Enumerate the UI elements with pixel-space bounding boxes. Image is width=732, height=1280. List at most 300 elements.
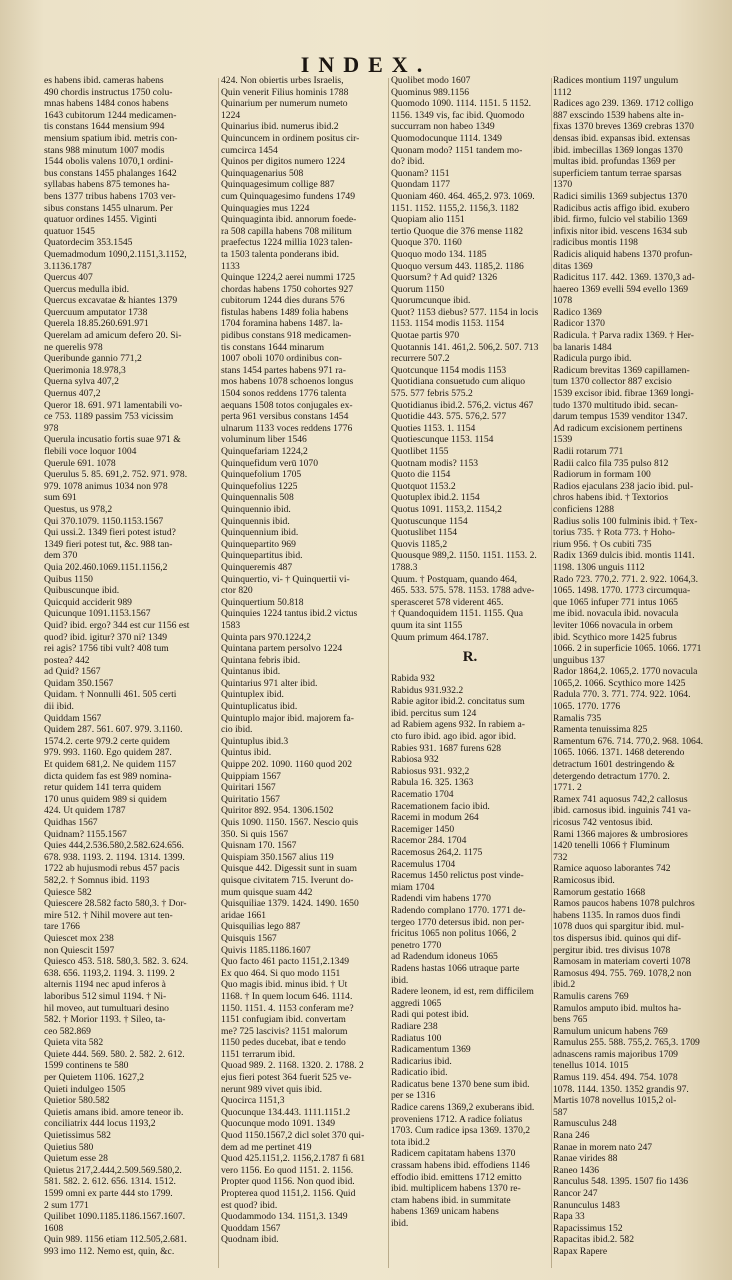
index-column-4: [553, 75, 719, 1275]
index-entry: me ibid. novacula ibid. novacula: [553, 608, 679, 620]
index-entry: 1608: [44, 1222, 64, 1234]
index-entry: 1065. 1498. 1770. 1773 circumqua-: [553, 585, 691, 597]
index-entry: Quominus 989.1156: [391, 86, 469, 98]
index-entry: Quocunque modo 1091. 1349: [221, 1118, 336, 1130]
index-entry: Rabies 931. 1687 furens 628: [391, 742, 502, 754]
index-entry: Querule 691. 1078: [44, 457, 116, 469]
index-entry: ceo 582.869: [44, 1025, 91, 1037]
index-entry: Racemosus 264,2. 1175: [391, 847, 483, 858]
index-entry: Quinquaginta ibid. annorum foede-: [221, 214, 357, 226]
index-entry: Quidem 287. 561. 607. 979. 3.1160.: [44, 724, 183, 736]
index-entry: Quintuplus ibid.3: [221, 735, 289, 747]
index-entry: multas ibid. profundas 1369 per: [553, 156, 676, 168]
index-entry: Quercuum amputator 1738: [44, 306, 148, 318]
index-entry: torius 735. † Rota 773. † Hoho-: [553, 527, 676, 539]
index-entry: Quippe 202. 1090. 1160 quod 202: [221, 759, 353, 771]
index-entry: Quotlibet 1155: [391, 446, 449, 457]
index-entry: Quatordecim 353.1545: [44, 237, 133, 249]
index-entry: Querela 18.85.260.691.971: [44, 318, 149, 330]
index-entry: Quovis 1185,2: [391, 538, 448, 550]
index-entry: Quinquepartitus ibid.: [221, 550, 303, 562]
index-entry: ta 1503 talenta ponderans ibid.: [221, 248, 340, 260]
index-entry: 638. 656. 1193,2. 1194. 3. 1199. 2: [44, 967, 175, 979]
index-title: INDEX.: [300, 52, 432, 77]
index-entry: 1583: [221, 619, 241, 631]
index-entry: cum Quinquagesimo fundens 1749: [221, 190, 356, 202]
index-entry: flebili voce loquor 1004: [44, 446, 137, 457]
index-entry: Quisque 442. Digessit sunt in suam: [221, 863, 357, 875]
index-entry: 2 sum 1771: [44, 1199, 89, 1211]
index-entry: do? ibid.: [391, 156, 425, 168]
index-entry: 1150 pedes ducebat, ibat e tendo: [221, 1037, 346, 1049]
index-entry: retur quidem 141 terra quidem: [44, 782, 162, 794]
index-entry: Querimonia 18.978,3: [44, 364, 126, 376]
index-entry: habens 1369 unicam habens: [391, 1206, 499, 1218]
index-entry: 1703. Cum radice ipsa 1369. 1370,2: [391, 1125, 531, 1137]
index-entry: ibid.: [391, 1218, 409, 1229]
index-entry: Quiritor 892. 954. 1306.1502: [221, 805, 334, 817]
index-entry: Quinquennium ibid.: [221, 527, 299, 539]
index-entry: Ramulus 255. 588. 755,2. 765,3. 1709: [553, 1037, 700, 1049]
index-column-3: [391, 75, 549, 1275]
index-entry: 979. 1078 animus 1034 non 978: [44, 480, 168, 492]
index-entry: unguibus 137: [553, 654, 605, 666]
index-entry: ditas 1369: [553, 260, 593, 272]
index-entry: ibid. imbecillas 1369 longas 1370: [553, 144, 683, 156]
index-entry: Quietius 580: [44, 1141, 94, 1153]
index-entry: quatuor 1545: [44, 225, 95, 237]
index-entry: voluminum liber 1546: [221, 434, 307, 446]
index-entry: Ramex 741 aquosus 742,2 callosus: [553, 793, 688, 805]
index-entry: Ramenta tenuissima 825: [553, 724, 648, 736]
index-entry: Rador 1864,2. 1065,2. 1770 novacula: [553, 666, 698, 678]
index-entry: Racemiger 1450: [391, 823, 455, 835]
column-divider: [388, 78, 389, 1268]
index-entry: ad Radendum idoneus 1065: [391, 951, 498, 963]
index-entry: Rana 246: [553, 1130, 590, 1142]
index-entry: Quinquefidum verū 1070: [221, 457, 318, 469]
index-entry: Radere leonem, id est, rem difficilem: [391, 986, 534, 998]
index-entry: ibid.: [391, 974, 409, 986]
index-entry: crassam habens ibid. effodiens 1146: [391, 1160, 530, 1172]
index-entry: bens 1377 tribus habens 1703 ver-: [44, 190, 176, 202]
index-entry: ra 508 capilla habens 708 militum: [221, 225, 352, 237]
index-entry: cubitorum 1244 dies durans 576: [221, 295, 345, 307]
index-entry: Ranculus 548. 1395. 1507 fio 1436: [553, 1176, 689, 1188]
index-entry: Quinque 1224,2 aerei nummi 1725: [221, 272, 356, 284]
index-entry: Quinquennio ibid.: [221, 503, 291, 515]
index-entry: Rancor 247: [553, 1188, 598, 1199]
index-entry: recurrere 507.2: [391, 353, 450, 365]
index-entry: Questus, us 978,2: [44, 503, 113, 515]
index-entry: dicta quidem fas est 989 nomina-: [44, 770, 172, 782]
index-entry: 582,2. † Somnus ibid. 1193: [44, 874, 150, 886]
index-entry: habens 1135. In ramos duos findi: [553, 909, 681, 921]
index-entry: Quiritari 1567: [221, 782, 276, 794]
index-entry: Quotquot 1153.2: [391, 480, 456, 492]
index-entry: Quintana febris ibid.: [221, 654, 301, 666]
index-entry: quatuor ordines 1455. Viginti: [44, 214, 157, 226]
index-entry: Quotidiana consuetudo cum aliquo: [391, 376, 526, 388]
index-entry: Quies 444,2.536.580,2.582.624.656.: [44, 840, 184, 852]
index-entry: ba lanaris 1484: [553, 341, 612, 353]
index-entry: Quocirca 1151,3: [221, 1095, 285, 1107]
index-entry: aridae 1661: [221, 909, 267, 921]
index-entry: tota ibid.2: [391, 1136, 430, 1148]
index-entry: tis constans 1644 mensium 994: [44, 121, 165, 133]
index-entry: 1788.3: [391, 561, 418, 573]
index-entry: Querna sylva 407,2: [44, 376, 119, 388]
index-entry: 1349 fieri potest tut, &c. 988 tan-: [44, 538, 173, 550]
index-entry: 1224: [221, 109, 241, 121]
index-entry: Rami 1366 majores & umbrosiores: [553, 828, 688, 840]
index-entry: Quietum esse 28: [44, 1153, 108, 1165]
index-entry: Quiescet mox 238: [44, 932, 114, 944]
index-entry: Quintuplex ibid.: [221, 689, 284, 701]
index-entry: Quotidie 443. 575. 576,2. 577: [391, 411, 507, 423]
index-entry: Quodnam ibid.: [221, 1234, 279, 1246]
index-entry: Rabiosa 932: [391, 754, 439, 766]
index-entry: 587: [553, 1106, 568, 1118]
index-entry: Radiorum in formam 100: [553, 469, 651, 481]
index-entry: Quolibet modo 1607: [391, 75, 471, 86]
index-entry: ulnarum 1133 voces reddens 1776: [221, 422, 353, 434]
index-entry: Quonam modo? 1151 tandem mo-: [391, 144, 523, 156]
index-entry: Ramice aquoso laborantes 742: [553, 863, 671, 875]
index-entry: Quocunque 134.443. 1111.1151.2: [221, 1106, 351, 1118]
index-entry: Quod 1150.1567,2 dicl solet 370 qui-: [221, 1130, 365, 1142]
index-entry: Quinquertio, vi- † Quinquertii vi-: [221, 573, 350, 585]
index-entry: quisque civitatem 715. Iverunt do-: [221, 874, 354, 886]
index-entry: Racemationem facio ibid.: [391, 800, 490, 812]
index-entry: Quotidianus ibid.2. 576,2. victus 467: [391, 399, 534, 411]
index-entry: Quoad 989. 2. 1168. 1320. 2. 1788. 2: [221, 1060, 364, 1072]
index-entry: Quercus 407: [44, 272, 93, 284]
index-entry: 1156. 1349 vis, fac ibid. Quomodo: [391, 109, 525, 121]
index-column-3-q: [391, 75, 549, 643]
index-entry: Quotae partis 970: [391, 330, 460, 342]
index-entry: 1771. 2: [553, 782, 582, 794]
index-entry: Ramentum 676. 714. 770,2. 968. 1064.: [553, 735, 704, 747]
index-entry: Radicatus bene 1370 bene sum ibid.: [391, 1078, 530, 1090]
index-entry: Querulus 5. 85. 691,2. 752. 971. 978.: [44, 469, 188, 481]
index-entry: Quinquepartito 969: [221, 538, 296, 550]
index-entry: Radii rotarum 771: [553, 446, 624, 457]
index-entry: Quercus excavatae & hiantes 1379: [44, 295, 178, 307]
index-entry: Propter quod 1156. Non quod ibid.: [221, 1176, 355, 1188]
index-entry: miam 1704: [391, 881, 435, 893]
index-entry: mire 512. † Nihil movere aut ten-: [44, 909, 173, 921]
index-entry: tum 1370 collector 887 excisio: [553, 376, 672, 388]
index-entry: 1153. 1154 modis 1153. 1154: [391, 318, 505, 330]
index-entry: me? 725 lascivis? 1151 malorum: [221, 1025, 348, 1037]
index-entry: Radii calco fila 735 pulso 812: [553, 457, 669, 469]
index-entry: Quinta pars 970.1224,2: [221, 631, 312, 643]
index-entry: 1168. † In quem locum 646. 1114.: [221, 990, 353, 1002]
index-entry: adnascens ramis majoribus 1709: [553, 1048, 678, 1060]
index-entry: Quoquo versum 443. 1185,2. 1186: [391, 260, 524, 272]
index-entry: 978: [44, 422, 59, 434]
index-entry: Radice carens 1369,2 exuberans ibid.: [391, 1102, 535, 1114]
index-entry: Querelam ad amicum defero 20. Si-: [44, 330, 182, 342]
index-entry: Quisquiliae 1379. 1424. 1490. 1650: [221, 898, 359, 910]
index-entry: 1112: [553, 86, 572, 98]
column-divider: [551, 78, 552, 1268]
index-entry: Radici similis 1369 subjectus 1370: [553, 190, 688, 202]
index-entry: 678. 938. 1193. 2. 1194. 1314. 1399.: [44, 851, 185, 863]
index-entry: Ramicosus ibid.: [553, 874, 615, 886]
index-entry: aggredi 1065: [391, 997, 442, 1009]
index-entry: Quinquefolius 1225: [221, 480, 298, 492]
index-entry: penetro 1770: [391, 939, 442, 951]
index-entry: Quo facto 461 pacto 1151,2.1349: [221, 956, 350, 968]
index-entry: per Quietem 1106. 1627,2: [44, 1072, 145, 1084]
index-entry: Quinquennis ibid.: [221, 515, 290, 527]
index-entry: Rado 723. 770,2. 771. 2. 922. 1064,3.: [553, 573, 698, 585]
index-entry: Racematio 1704: [391, 789, 454, 801]
index-entry: Quot? 1153 diebus? 577. 1154 in locis: [391, 306, 539, 318]
index-entry: cio ibid.: [221, 724, 253, 736]
index-entry: Raneo 1436: [553, 1164, 600, 1176]
index-entry: Ramosus 494. 755. 769. 1078,2 non: [553, 967, 692, 979]
index-entry: Radicor 1370: [553, 318, 605, 330]
index-entry: Quo magis ibid. minus ibid. † Ut: [221, 979, 348, 991]
index-entry: Radices ago 239. 1369. 1712 colligo: [553, 98, 694, 110]
index-entry: † Quandoquidem 1151. 1155. Qua: [391, 608, 523, 620]
index-entry: tudo 1370 multitudo ibid. secan-: [553, 399, 678, 411]
index-entry: tenellus 1014. 1015: [553, 1060, 629, 1072]
index-entry: Qui 370.1079. 1150.1153.1567: [44, 515, 164, 527]
index-entry: Quisquilias lego 887: [221, 921, 301, 933]
index-entry: Ramus 119. 454. 494. 754. 1078: [553, 1072, 678, 1084]
index-entry: Quoquo modo 134. 1185: [391, 248, 487, 260]
index-entry: dem ad me pertinet 419: [221, 1141, 312, 1153]
index-entry: 1133: [221, 260, 240, 272]
index-entry: sperasceret 578 viderent 465.: [391, 596, 504, 608]
index-entry: stans 1454 partes habens 971 ra-: [221, 364, 346, 376]
index-entry: Quispiam 350.1567 alius 119: [221, 851, 334, 863]
index-entry: Ramusculus 248: [553, 1118, 617, 1130]
index-entry: 887 exscindo 1539 habens alte in-: [553, 109, 684, 121]
index-entry: Quietissimus 582: [44, 1130, 111, 1142]
index-entry: 1007 oboli 1070 ordinibus con-: [221, 353, 342, 365]
index-entry: Ramulos amputo ibid. multos ha-: [553, 1002, 682, 1014]
index-entry: mnas habens 1484 conos habens: [44, 98, 169, 110]
index-entry: densas ibid. expansas ibid. extensas: [553, 132, 690, 144]
index-entry: 1574.2. certe 979.2 certe quidem: [44, 735, 171, 747]
index-entry: Quincuncem in ordinem positus cir-: [221, 132, 360, 144]
index-entry: tos dispersus ibid. quinos qui dif-: [553, 932, 681, 944]
index-entry: Ad radicum excisionem pertinens: [553, 422, 683, 434]
index-entry: 1420 tenelli 1066 † Fluminum: [553, 840, 670, 852]
index-entry: Ramorum gestatio 1668: [553, 886, 646, 898]
index-entry: quum ita sint 1155: [391, 619, 463, 631]
index-entry: Quoddam 1567: [221, 1222, 281, 1234]
index-entry: Quidam 350.1567: [44, 677, 114, 689]
index-entry: Quotcunque 1154 modis 1153: [391, 364, 507, 376]
index-entry: Quernus 407,2: [44, 388, 101, 400]
index-entry: bens 765: [553, 1014, 588, 1026]
index-entry: Ramosam in materiam coverti 1078: [553, 956, 691, 968]
index-entry: Quintus ibid.: [221, 747, 272, 759]
index-entry: Et quidem 681,2. Ne quidem 1157: [44, 759, 177, 771]
index-entry: Radicarius ibid.: [391, 1055, 452, 1067]
index-entry: tertio Quoque die 376 mense 1182: [391, 225, 524, 237]
index-entry: Qui ussi.2. 1349 fieri potest istud?: [44, 527, 176, 539]
index-entry: Quercus medulla ibid.: [44, 283, 129, 295]
index-entry: est quod? ibid.: [221, 1199, 278, 1211]
index-entry: 1065. 1770. 1776: [553, 701, 621, 713]
index-entry: cumcirca 1454: [221, 144, 278, 156]
index-entry: postea? 442: [44, 654, 90, 666]
index-column-1: [44, 75, 216, 1275]
index-entry: Quibuscunque ibid.: [44, 585, 120, 597]
index-entry: Quidam. † Nonnulli 461. 505 certi: [44, 689, 177, 701]
index-entry: Rapax Rapere: [553, 1245, 608, 1257]
index-entry: Quotiescunque 1153. 1154: [391, 434, 494, 446]
index-entry: Queror 18. 691. 971 lamentabili vo-: [44, 399, 183, 411]
index-entry: Radicamentum 1369: [391, 1044, 471, 1056]
index-entry: Quippiam 1567: [221, 770, 281, 782]
index-entry: Quoniam 460. 464. 465,2. 973. 1069.: [391, 190, 535, 202]
index-entry: Quia 202.460.1069.1151.1156,2: [44, 561, 168, 573]
index-entry: praefectus 1224 millia 1023 talen-: [221, 237, 353, 249]
index-entry: Quinquies 1224 tantus ibid.2 victus: [221, 608, 358, 620]
index-entry: Radicibus actis affigo ibid. exubero: [553, 202, 690, 214]
index-entry: 1370: [553, 179, 573, 191]
section-letter-r: R.: [462, 649, 478, 666]
index-entry: fricitus 1065 non politus 1066, 2: [391, 928, 517, 940]
index-entry: Querula incusatio fortis suae 971 &: [44, 434, 181, 446]
index-entry: 1150. 1151. 4. 1153 conferam me?: [221, 1002, 354, 1014]
index-entry: Quum primum 464.1787.: [391, 631, 489, 643]
index-entry: Rapa 33: [553, 1211, 585, 1223]
index-entry: ricosus 742 ventosus ibid.: [553, 817, 653, 828]
index-entry: Radens hastas 1066 utraque parte: [391, 962, 520, 974]
index-entry: Quomodocunque 1114. 1349: [391, 132, 502, 144]
index-entry: Quemadmodum 1090,2.1151,3.1152,: [44, 248, 187, 260]
index-entry: Quid? ibid. ergo? 344 est cur 1156 est: [44, 619, 190, 631]
index-entry: Queribunde gannio 771,2: [44, 353, 142, 365]
index-entry: Quintanus ibid.: [221, 666, 281, 678]
index-entry: Quieti indulgeo 1505: [44, 1083, 126, 1095]
index-entry: 1599 continens te 580: [44, 1060, 129, 1072]
index-entry: ctam habens ibid. in summitate: [391, 1194, 511, 1206]
index-entry: Quoties 1153. 1. 1154: [391, 422, 476, 434]
index-entry: tis constans 1644 minarum: [221, 341, 325, 353]
index-entry: perta 961 versibus constans 1454: [221, 411, 349, 423]
index-entry: 1722 ab hujusmodi rebus 457 pacis: [44, 863, 180, 875]
index-entry: Quinarium per numerum numeto: [221, 98, 348, 110]
index-entry: Radicula purgo ibid.: [553, 353, 632, 365]
index-entry: Quum. † Postquam, quando 464,: [391, 573, 518, 585]
index-entry: darum tempus 1539 venditor 1347.: [553, 411, 688, 423]
index-entry: Quoto die 1154: [391, 469, 451, 481]
index-entry: chordas habens 1750 cohortes 927: [221, 283, 354, 295]
index-entry: proveniens 1712. A radice foliatus: [391, 1113, 523, 1125]
index-entry: fistulas habens 1489 folia habens: [221, 306, 349, 318]
index-entry: Quin 989. 1156 etiam 112.505,2.681.: [44, 1234, 187, 1246]
index-entry: Martis 1078 novellus 1015,2 ol-: [553, 1095, 677, 1107]
index-entry: conciliatrix 444 locus 1193,2: [44, 1118, 156, 1130]
index-entry: Rabie agitor ibid.2. concitatus sum: [391, 696, 525, 708]
index-entry: Quinquagesimum collige 887: [221, 179, 335, 191]
index-entry: Quinquefariam 1224,2: [221, 446, 308, 457]
index-entry: es habens ibid. cameras habens: [44, 75, 164, 86]
index-entry: Racemulus 1704: [391, 858, 456, 870]
index-entry: Quis 1090. 1150. 1567. Nescio quis: [221, 817, 359, 828]
index-entry: Quotuscunque 1154: [391, 515, 468, 527]
index-entry: Quinquefolium 1705: [221, 469, 302, 481]
index-entry: Radicula. † Parva radix 1369. † Her-: [553, 330, 695, 342]
index-entry: mum quisque suam 442: [221, 886, 313, 898]
index-entry: Quoque 370. 1160: [391, 237, 462, 249]
index-entry: sibus constans 1455 ulnarum. Per: [44, 202, 173, 214]
index-entry: 1151 terrarum ibid.: [221, 1048, 295, 1060]
index-entry: vero 1156. Eo quod 1151. 2. 1156.: [221, 1164, 354, 1176]
index-entry: fixas 1370 breves 1369 crebras 1370: [553, 121, 694, 133]
index-entry: Quorsum? † Ad quid? 1326: [391, 272, 498, 284]
index-entry: Radios ejaculans 238 jacio ibid. pul-: [553, 480, 694, 492]
index-entry: tergeo 1770 detersus ibid. non per-: [391, 916, 525, 928]
index-entry: leviter 1066 novacula in orbem: [553, 619, 673, 631]
index-entry: laboribus 512 simul 1194. † Ni-: [44, 990, 167, 1002]
index-entry: syllabas habens 875 temones ha-: [44, 179, 170, 191]
index-entry: 1151 confugiam ibid. convertam: [221, 1014, 346, 1026]
index-entry: Quorumcunque ibid.: [391, 295, 471, 307]
index-entry: haereo 1369 evelli 594 evello 1369: [553, 283, 689, 295]
index-entry: ad Quid? 1567: [44, 666, 101, 678]
index-entry: Quicquid acciderit 989: [44, 596, 132, 608]
index-entry: 1066. 2 in superficie 1065. 1066. 1771: [553, 643, 702, 655]
index-entry: 1078: [553, 295, 573, 307]
index-entry: Quintana partem persolvo 1224: [221, 643, 343, 655]
index-entry: 3.1136.1787: [44, 260, 92, 272]
index-entry: Quinquagenarius 508: [221, 167, 304, 179]
index-entry: Quomodo 1090. 1114. 1151. 5 1152.: [391, 98, 532, 110]
index-entry: Radiatus 100: [391, 1032, 442, 1044]
index-entry: Rabula 16. 325. 1363: [391, 777, 474, 789]
index-entry: sum 691: [44, 492, 77, 504]
index-entry: Quotus 1091. 1153,2. 1154,2: [391, 503, 502, 515]
index-entry: Radicis aliquid habens 1370 profun-: [553, 248, 693, 260]
index-entry: detractum 1601 destringendo &: [553, 759, 675, 771]
index-column-2: [221, 75, 386, 1275]
index-entry: Propterea quod 1151,2. 1156. Quid: [221, 1188, 356, 1199]
index-entry: Ramulis carens 769: [553, 990, 629, 1002]
index-entry: que 1065 infuper 771 intus 1065: [553, 596, 678, 608]
index-entry: effodio ibid. emittens 1712 emitto: [391, 1171, 522, 1183]
index-entry: Quicunque 1091.1153.1567: [44, 608, 151, 620]
index-entry: pidibus constans 918 medicamen-: [221, 330, 352, 342]
index-entry: Quotannis 141. 461,2. 506,2. 507. 713: [391, 341, 539, 353]
index-entry: bus constans 1455 phalanges 1642: [44, 167, 177, 179]
index-entry: aequans 1508 totos conjugales ex-: [221, 399, 353, 411]
index-entry: ce 753. 1189 passim 753 vicissim: [44, 411, 174, 423]
index-entry: 350. Si quis 1567: [221, 828, 289, 840]
index-entry: Quiritatio 1567: [221, 793, 280, 805]
index-entry: conficiens 1288: [553, 503, 615, 515]
index-entry: ctor 820: [221, 585, 253, 597]
index-entry: Quinquertium 50.818: [221, 596, 304, 608]
index-entry: 424. Ut quidem 1787: [44, 805, 126, 817]
index-entry: 490 chordis instructus 1750 colu-: [44, 86, 173, 98]
index-entry: Ranae in morem nato 247: [553, 1141, 653, 1153]
index-entry: infixis nitor ibid. vescens 1634 sub: [553, 225, 688, 237]
index-entry: Radicum brevitas 1369 capillamen-: [553, 364, 690, 376]
index-entry: Quisnam 170. 1567: [221, 840, 297, 852]
index-column-3-r: [391, 673, 549, 1230]
